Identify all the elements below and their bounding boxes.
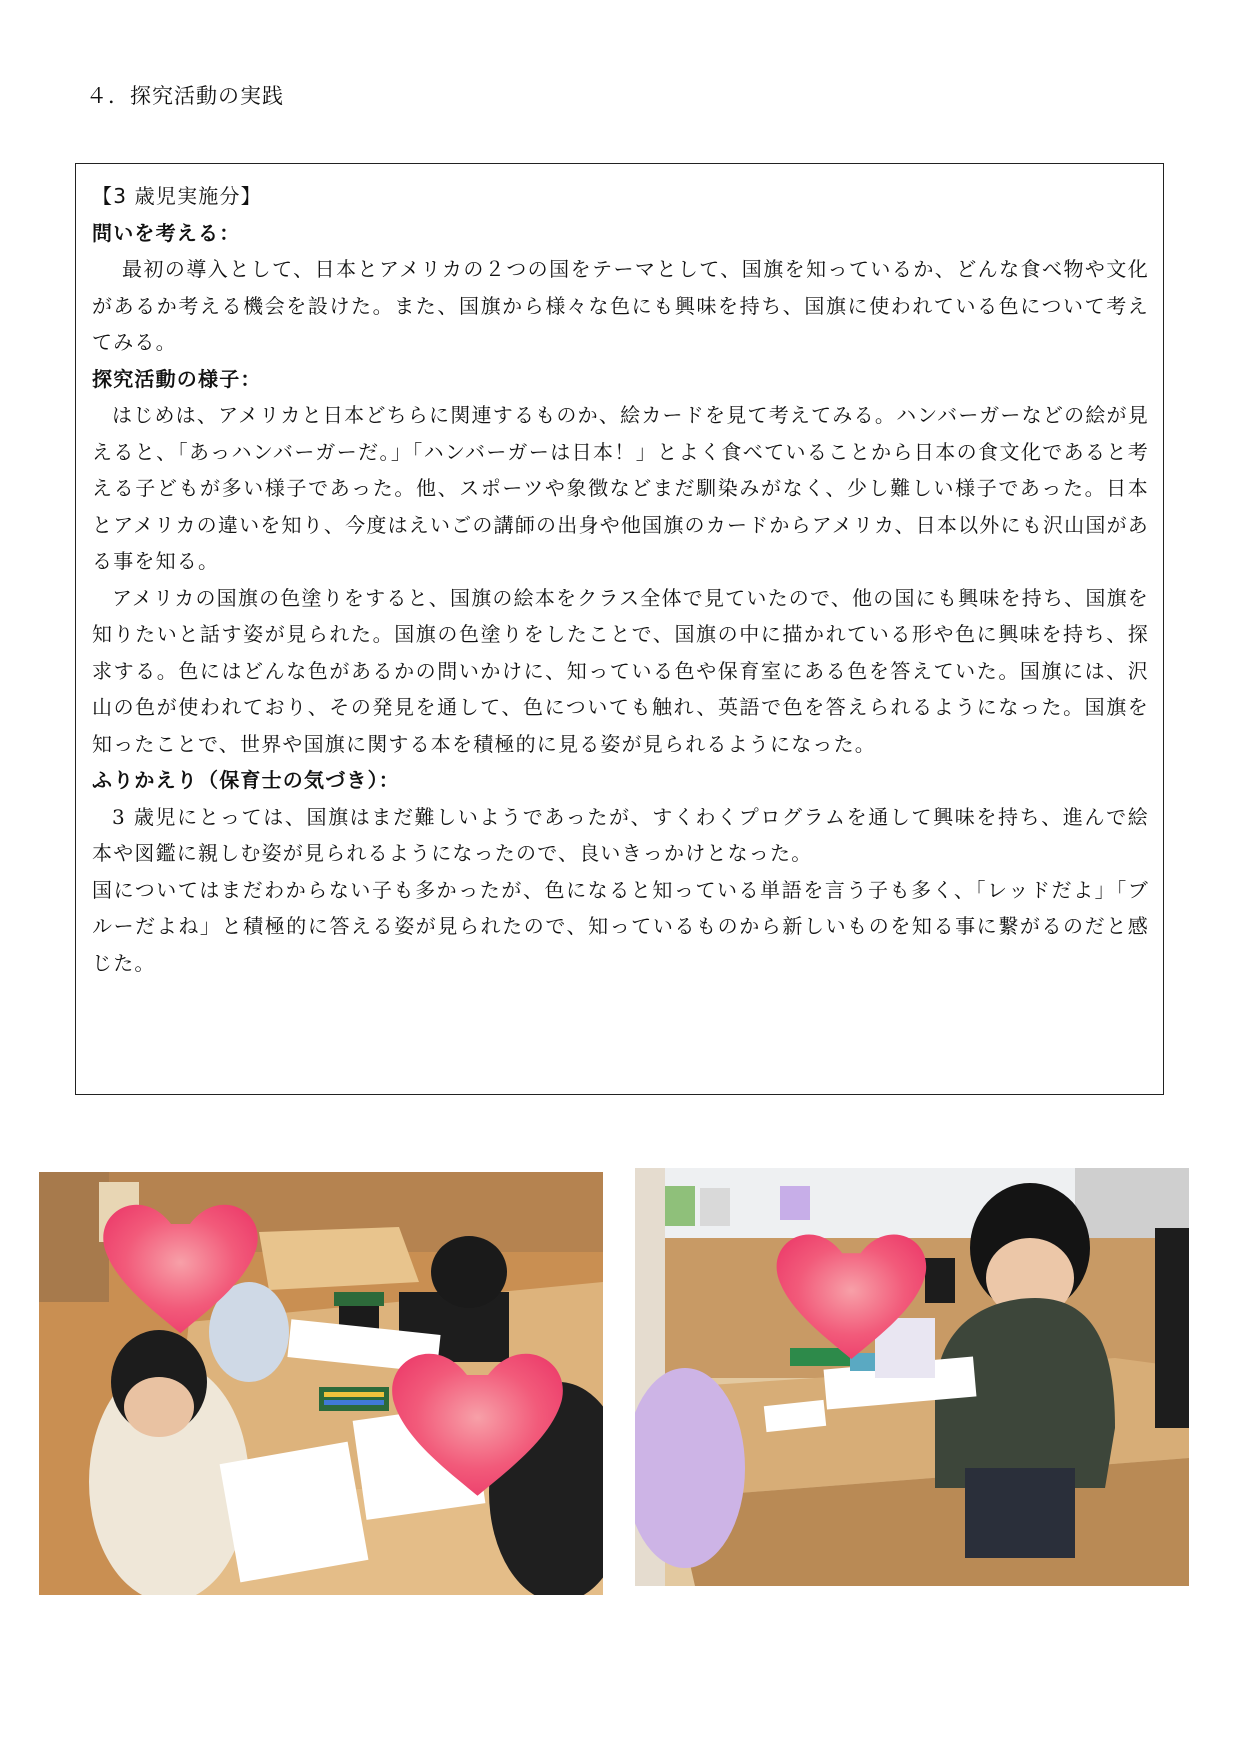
report-box	[75, 163, 1164, 1095]
photo-children-coloring-right	[635, 1168, 1189, 1586]
reflection-paragraph-1: 3 歳児にとっては、国旗はまだ難しいようであったが、すくわくプログラムを通して興味を持ち、進んで絵本や図鑑に親しむ姿が見られるようになったので、良いきっかけとなった。	[92, 804, 1149, 865]
activity-label: 探究活動の様子：	[92, 366, 262, 391]
photo-left-illustration	[39, 1172, 603, 1595]
photo-right-illustration	[635, 1168, 1189, 1586]
reflection-label: ふりかえり（保育士の気づき）：	[92, 768, 400, 792]
question-text: 最初の導入として、日本とアメリカの２つの国をテーマとして、国旗を知っているか、どんな食べ物や文化があるか考える機会を設けた。また、国旗から様々な色にも興味を持ち、国旗に使われている色について考えてみる。	[92, 257, 1149, 354]
question-label: 問いを考える：	[92, 220, 241, 245]
photo-children-coloring-left	[39, 1172, 603, 1595]
activity-paragraph-1: はじめは、アメリカと日本どちらに関連するものか、絵カードを見て考えてみる。ハンバーガーなどの絵が見えると、「あっハンバーガーだ。」「ハンバーガーは日本！」とよく食べていることから日本の食文化であると考える子どもが多い様子であった。他、スポーツや象徴などまだ馴染みがなく、少し難しい様子であった。日本とアメリカの違いを知り、今度はえいごの講師の出身や他国旗のカードからアメリカ、日本以外にも沢山国がある事を知る。	[92, 403, 1149, 573]
reflection-paragraph-2: 国についてはまだわからない子も多かったが、色になると知っている単語を言う子も多く、「レッドだよ」「ブルーだよね」と積極的に答える姿が見られたので、知っているものから新しいものを知る事に繋がるのだと感じた。	[92, 877, 1149, 975]
activity-paragraph-2: アメリカの国旗の色塗りをすると、国旗の絵本をクラス全体で見ていたので、他の国にも興味を持ち、国旗を知りたいと話す姿が見られた。国旗の色塗りをしたことで、国旗の中に描かれている形や色に興味を持ち、探求する。色にはどんな色があるかの問いかけに、知っている色や保育室にある色を答えていた。国旗には、沢山の色が使われており、その発見を通して、色についても触れ、英語で色を答えられるようになった。国旗を知ったことで、世界や国旗に関する本を積極的に見る姿が見られるようになった。	[92, 585, 1149, 756]
section-heading: ４．探究活動の実践	[86, 84, 284, 108]
group-label: 【3 歳児実施分】	[92, 184, 262, 208]
